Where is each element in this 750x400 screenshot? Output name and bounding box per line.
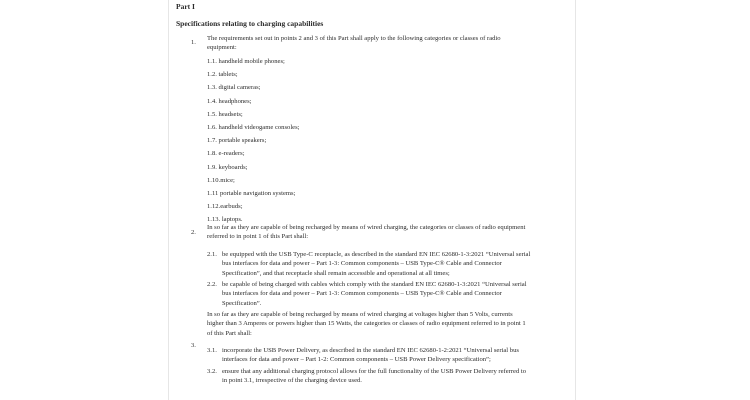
point-1-text xyxy=(207,34,501,53)
list-item xyxy=(207,136,299,149)
list-item-number: 1.4. xyxy=(207,97,217,105)
subitem-3-2-number: 3.2. xyxy=(207,368,217,375)
section-title: Specifications relating to charging capabilities xyxy=(176,19,324,28)
list-item-number: 1.9. xyxy=(207,163,217,171)
point-3-line: of this Part shall: xyxy=(207,329,252,337)
point-1-list xyxy=(207,57,299,228)
subitem-3-1-number: 3.1. xyxy=(207,347,217,354)
list-item-text: headphones; xyxy=(218,97,252,105)
subitem-line: bus interfaces for data and power – Part 1-3: Common components – USB Type-C® Cable and Connector xyxy=(222,290,502,298)
list-item-number: 1.3. xyxy=(207,84,217,92)
point-3-number: 3. xyxy=(191,342,196,349)
list-item-text: tablets; xyxy=(218,71,238,79)
point-1-number: 1. xyxy=(191,39,196,46)
subitem-3-2-text xyxy=(222,367,526,386)
subitem-line: bus interfaces for data and power – Part 1-3: Common components – USB Type-C® Cable and Connector xyxy=(222,260,502,268)
list-item-number: 1.11 xyxy=(207,189,219,197)
list-item xyxy=(207,70,299,83)
subitem-line: be capable of being charged with cables which comply with the standard EN IEC 62680-1-3:2021 “Universal serial xyxy=(222,281,527,288)
point-3-line: higher than 3 Amperes or powers higher than 15 Watts, the categories or classes of radio equipment referred to in point 1 xyxy=(207,320,526,328)
list-item-text: mice; xyxy=(220,176,235,184)
list-item-text: handheld videogame consoles; xyxy=(218,123,300,131)
point-3-text xyxy=(207,310,526,338)
list-item-text: keyboards; xyxy=(218,163,248,171)
subitem-2-1-text xyxy=(222,250,530,278)
subitem-2-1-number: 2.1. xyxy=(207,251,217,258)
list-item-number: 1.2. xyxy=(207,71,217,79)
list-item xyxy=(207,123,299,136)
point-2-line: In so far as they are capable of being recharged by means of wired charging, the categories or classes of radio equipment xyxy=(207,224,526,231)
list-item-text: handheld mobile phones; xyxy=(218,58,285,65)
list-item xyxy=(207,83,299,96)
point-3-line: In so far as they are capable of being recharged by means of wired charging at voltages higher than 5 Volts, currents xyxy=(207,311,513,318)
subitem-line: Specification”, and that receptacle shall remain accessible and operational at all times; xyxy=(222,269,450,277)
list-item-text: laptops. xyxy=(221,216,243,224)
list-item xyxy=(207,110,299,123)
list-item xyxy=(207,189,299,202)
subitem-line: in point 3.1, irrespective of the charging device used. xyxy=(222,377,362,385)
list-item-number: 1.10. xyxy=(207,176,221,184)
point-2-text xyxy=(207,223,525,242)
list-item-number: 1.6. xyxy=(207,123,217,131)
list-item xyxy=(207,176,299,189)
list-item-number: 1.12. xyxy=(207,203,221,211)
list-item xyxy=(207,149,299,162)
list-item-text: headsets; xyxy=(218,110,243,118)
list-item xyxy=(207,97,299,110)
subitem-line: ensure that any additional charging protocol allows for the full functionality of the USB Power Delivery referred to xyxy=(222,368,527,375)
list-item-number: 1.7. xyxy=(207,137,217,145)
subitem-2-2-text xyxy=(222,280,527,308)
subitem-2-2-number: 2.2. xyxy=(207,281,217,288)
list-item xyxy=(207,163,299,176)
subitem-line: incorporate the USB Power Delivery, as described in the standard EN IEC 62680-1-2:2021 “Universal serial bus xyxy=(222,347,519,354)
point-2-number: 2. xyxy=(191,229,196,236)
list-item-number: 1.5. xyxy=(207,110,217,118)
point-1-line: equipment: xyxy=(207,44,237,52)
point-1-line: The requirements set out in points 2 and 3 of this Part shall apply to the following categories or classes of radio xyxy=(207,35,501,42)
part-title: Part I xyxy=(176,2,195,11)
list-item-text: portable speakers; xyxy=(218,137,267,145)
list-item xyxy=(207,202,299,215)
subitem-line: be equipped with the USB Type-C receptacle, as described in the standard EN IEC 62680-1-3:2021 “Universal serial xyxy=(222,251,531,258)
subitem-line: interfaces for data and power – Part 1-2: Common components – USB Power Delivery specification”; xyxy=(222,356,491,364)
list-item-text: portable navigation systems; xyxy=(219,189,296,197)
subitem-line: Specification”. xyxy=(222,299,262,307)
list-item-number: 1.1. xyxy=(207,58,217,65)
list-item-number: 1.8. xyxy=(207,150,217,158)
list-item-text: digital cameras; xyxy=(218,84,261,92)
list-item-text: earbuds; xyxy=(220,203,243,211)
point-2-line: referred to in point 1 of this Part shall: xyxy=(207,233,309,241)
list-item-text: e-readers; xyxy=(218,150,245,158)
subitem-3-1-text xyxy=(222,346,519,365)
list-item-number: 1.13. xyxy=(207,216,221,224)
list-item xyxy=(207,57,299,70)
